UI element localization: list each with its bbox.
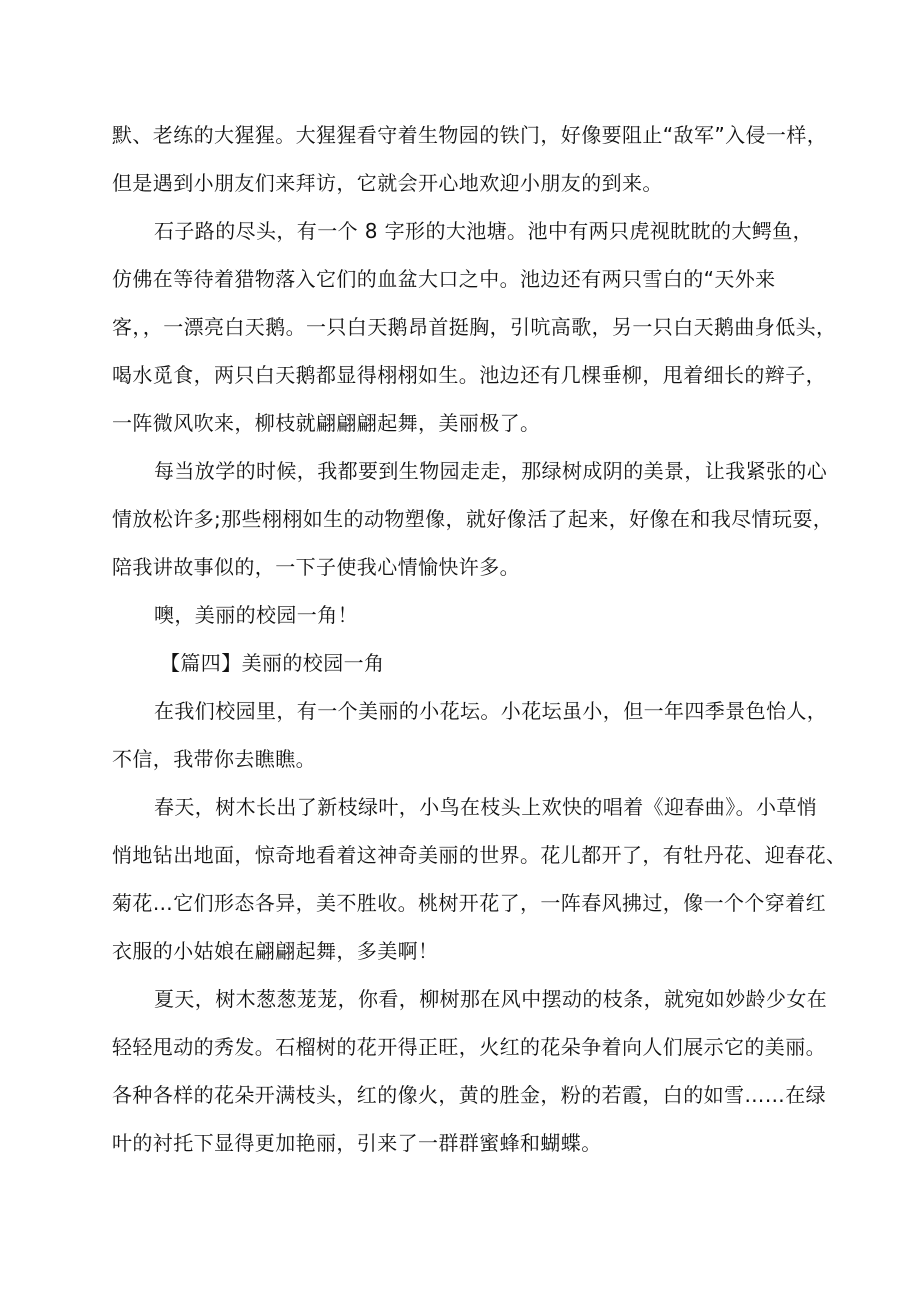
text-line: 在我们校园里，有一个美丽的小花坛。小花坛虽小，但一年四季景色怡人， xyxy=(154,699,828,723)
section-heading: 【篇四】美丽的校园一角 xyxy=(160,651,385,675)
text-line: 情放松许多;那些栩栩如生的动物塑像，就好像活了起来，好像在和我尽情玩耍， xyxy=(112,507,834,531)
text-line: 仿佛在等待着猎物落入它们的血盆大口之中。池边还有两只雪白的“天外来 xyxy=(112,267,776,291)
text-line: 噢，美丽的校园一角！ xyxy=(154,603,358,627)
text-line: 石子路的尽头，有一个 8 字形的大池塘。池中有两只虎视眈眈的大鳄鱼， xyxy=(154,219,814,243)
text-line: 叶的衬托下显得更加艳丽，引来了一群群蜜蜂和蝴蝶。 xyxy=(112,1131,602,1155)
text-line: 不信，我带你去瞧瞧。 xyxy=(112,747,316,771)
text-line: 陪我讲故事似的，一下子使我心情愉快许多。 xyxy=(112,555,520,579)
text-line: 春天，树木长出了新枝绿叶，小鸟在枝头上欢快的唱着《迎春曲》。小草悄 xyxy=(154,795,818,819)
text-line: 每当放学的时候，我都要到生物园走走，那绿树成阴的美景，让我紧张的心 xyxy=(154,459,828,483)
text-line: 一阵微风吹来，柳枝就翩翩翩起舞，美丽极了。 xyxy=(112,411,541,435)
text-line: 但是遇到小朋友们来拜访，它就会开心地欢迎小朋友的到来。 xyxy=(112,171,663,195)
text-line: 客，，一漂亮白天鹅。一只白天鹅昂首挺胸，引吭高歌，另一只白天鹅曲身低头， xyxy=(112,315,837,339)
text-line: 默、老练的大猩猩。大猩猩看守着生物园的铁门，好像要阻止“敌军”入侵一样， xyxy=(112,123,828,147)
text-line: 夏天，树木葱葱茏茏，你看，柳树那在风中摆动的枝条，就宛如妙龄少女在 xyxy=(154,987,828,1011)
text-line: 各种各样的花朵开满枝头，红的像火，黄的胜金，粉的若霞，白的如雪……在绿 xyxy=(112,1083,826,1107)
text-line: 衣服的小姑娘在翩翩起舞，多美啊！ xyxy=(112,939,439,963)
text-line: 悄地钻出地面，惊奇地看着这神奇美丽的世界。花儿都开了，有牡丹花、迎春花、 xyxy=(112,843,847,867)
text-line: 菊花…它们形态各异，美不胜收。桃树开花了，一阵春风拂过，像一个个穿着红 xyxy=(112,891,826,915)
text-line: 轻轻甩动的秀发。石榴树的花开得正旺，火红的花朵争着向人们展示它的美丽。 xyxy=(112,1035,826,1059)
text-line: 喝水觅食，两只白天鹅都显得栩栩如生。池边还有几棵垂柳，甩着细长的辫子， xyxy=(112,363,826,387)
